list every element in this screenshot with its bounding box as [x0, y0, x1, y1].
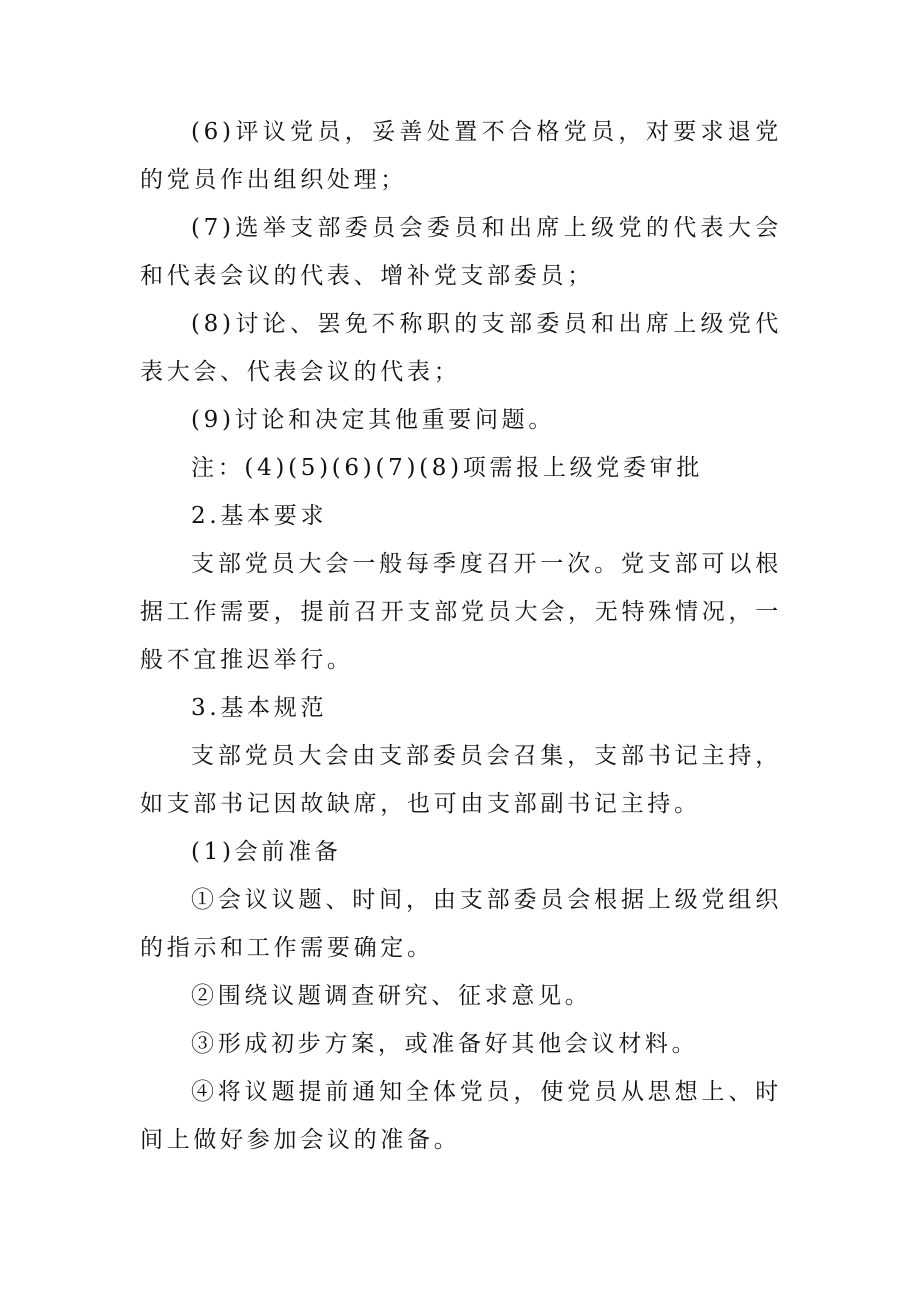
paragraph-basic-norms: 支部党员大会由支部委员会召集，支部书记主持，如支部书记因故缺席，也可由支部副书记主持。 [140, 743, 782, 817]
paragraph-item-7: (7)选举支部委员会委员和出席上级党的代表大会和代表会议的代表、增补党支部委员； [140, 215, 782, 289]
subheading-pre-meeting-preparation: (1)会前准备 [191, 839, 342, 865]
paragraph-step-2: ②围绕议题调查研究、征求意见。 [191, 983, 592, 1009]
document-body [140, 108, 782, 1164]
paragraph-step-1: ①会议议题、时间，由支部委员会根据上级党组织的指示和工作需要确定。 [140, 887, 782, 961]
paragraph-step-3: ③形成初步方案，或准备好其他会议材料。 [191, 1031, 699, 1057]
paragraph-item-9: (9)讨论和决定其他重要问题。 [191, 407, 556, 433]
section-heading-basic-requirements: 2.基本要求 [191, 503, 328, 529]
paragraph-item-8: (8)讨论、罢免不称职的支部委员和出席上级党代表大会、代表会议的代表； [140, 311, 782, 385]
paragraph-item-6: (6)评议党员，妥善处置不合格党员，对要求退党的党员作出组织处理； [140, 119, 782, 193]
paragraph-step-4: ④将议题提前通知全体党员，使党员从思想上、时间上做好参加会议的准备。 [140, 1079, 782, 1153]
paragraph-basic-requirements: 支部党员大会一般每季度召开一次。党支部可以根据工作需要，提前召开支部党员大会，无特殊情况，一般不宜推迟举行。 [140, 551, 782, 673]
paragraph-note: 注：(4)(5)(6)(7)(8)项需报上级党委审批 [191, 455, 704, 481]
section-heading-basic-norms: 3.基本规范 [191, 695, 328, 721]
